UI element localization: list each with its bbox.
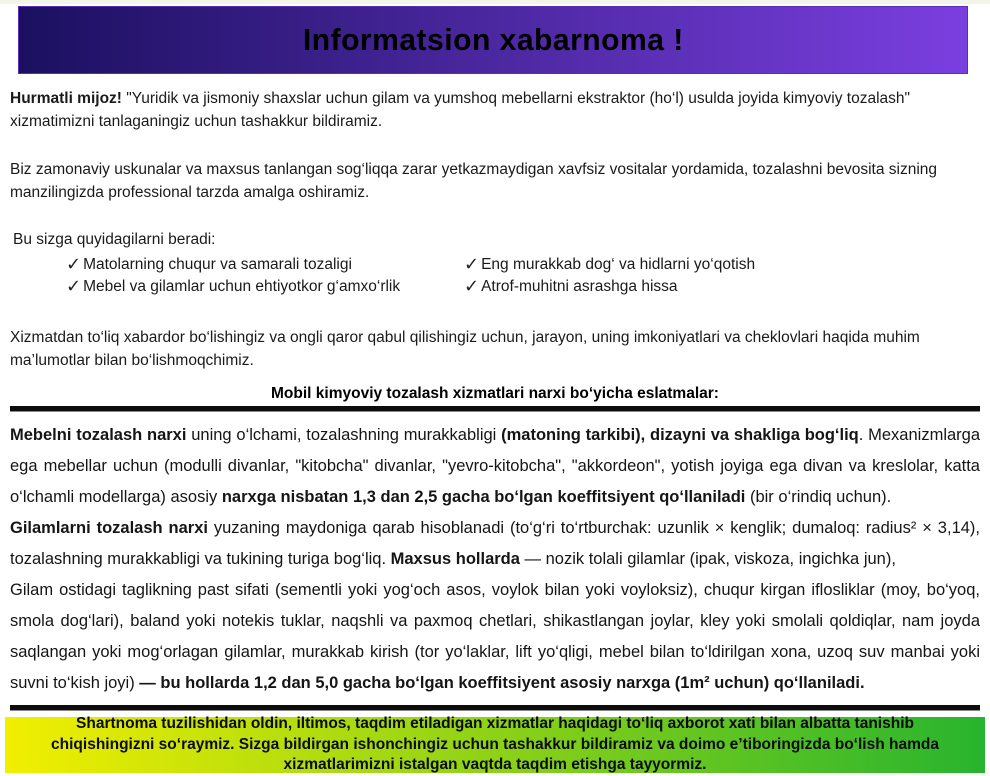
benefits-list	[66, 254, 980, 297]
benefit-label: Mebel va gilamlar uchun ehtiyotkor g‘amxo‘rlik	[83, 278, 401, 295]
check-icon: ✓	[464, 276, 480, 296]
disclosure-paragraph: Xizmatdan to‘liq xabardor bo‘lishingiz va ongli qaror qabul qilishingiz uchun, jarayon, uning imkoniyatlari va cheklovlari haqida muhim ma’lumotlar bilan bo‘lishmoqchimiz.	[10, 329, 920, 369]
equipment-paragraph: Biz zamonaviy uskunalar va maxsus tanlangan sog‘liqqa zarar yetkazmaydigan xavfsiz vositalar yordamida, tozalashni bevosita sizning manzilingizda professional tarzda amalga oshiramiz.	[10, 161, 938, 201]
check-icon: ✓	[66, 276, 82, 296]
divider-rule	[10, 406, 980, 411]
check-icon: ✓	[464, 254, 480, 274]
divider-rule	[10, 705, 980, 710]
check-icon: ✓	[66, 254, 82, 274]
benefits-title: Bu sizga quyidagilarni beradi:	[13, 231, 216, 248]
benefit-label: Eng murakkab dog‘ va hidlarni yo‘qotish	[481, 256, 756, 273]
footer-banner	[5, 717, 985, 773]
document-body	[0, 87, 990, 710]
carpet-pricing-paragraph: Gilamlarni tozalash narxi yuzaning maydoniga qarab hisoblanadi (to‘g‘ri to‘rtburchak: uzunlik × kenglik; dumaloq: radius² × 3,14), tozalashning murakkabligi va tukining turiga bog‘liq. Maxsus hollarda — nozik tolali gilamlar (ipak, viskoza, ingichka jun),	[10, 519, 980, 568]
list-item	[66, 254, 464, 275]
greeting-paragraph: Hurmatli mijoz! "Yuridik va jismoniy shaxslar uchun gilam va yumshoq mebellarni ekstraktor (ho‘l) usulda joyida kimyoviy tozalash" xizmatimizni tanlaganingiz uchun tashakkur bildiramiz.	[10, 90, 911, 130]
list-item	[66, 276, 464, 297]
pricing-section	[10, 420, 980, 699]
page-title: Informatsion xabarnoma !	[302, 22, 684, 57]
list-item	[464, 254, 980, 275]
list-item	[464, 276, 980, 297]
special-cases-paragraph: Gilam ostidagi taglikning past sifati (sementli yoki yog‘och asos, voylok bilan yoki voyloksiz), chuqur kirgan iflosliklar (moy, bo‘yoq, smola dog‘lari), baland yoki notekis tuklar, naqshli va paxmoq chetlari, shikastlangan joylar, kley yoki smolali qoldiqlar, nam joyda saqlangan yoki mog‘orlagan gilamlar, murakkab kirish (tor yo‘laklar, lift yo‘qligi, mebel bilan to‘ldirilgan xona, uzoq suv manbai yoki suvni to‘kish joyi) — bu hollarda 1,2 dan 5,0 gacha bo‘lgan koeffitsiyent asosiy narxga (1m² uchun) qo‘llaniladi.	[10, 581, 980, 692]
benefit-label: Matolarning chuqur va samarali tozaligi	[83, 256, 352, 273]
furniture-pricing-paragraph: Mebelni tozalash narxi uning o‘lchami, tozalashning murakkabligi (matoning tarkibi), dizayni va shakliga bog‘liq. Mexanizmlarga ega mebellar uchun (modulli divanlar, "kitobcha" divanlar, "yevro-kitobcha", "akkordeon", yotish joyiga ega divan va kreslolar, katta o‘lchamli modellarga) asosiy narxga nisbatan 1,3 dan 2,5 gacha bo‘lgan koeffitsiyent qo‘llaniladi (bir o‘rindiq uchun).	[10, 426, 981, 506]
section-title: Mobil kimyoviy tozalash xizmatlari narxi bo‘yicha eslatmalar:	[271, 385, 719, 402]
top-strip	[0, 0, 990, 4]
header-banner	[18, 6, 968, 74]
footer-notice-text: Shartnoma tuzilishidan oldin, iltimos, taqdim etiladigan xizmatlar haqidagi to‘liq axborot xati bilan albatta tanishib chiqishingizni so‘raymiz. Sizga bildirgan ishonchingiz uchun tashakkur bildiramiz va doimo e’tiboringizda bo‘lish hamda xizmatlarimizni istalgan vaqtda taqdim etishga tayyormiz.	[51, 715, 939, 774]
benefit-label: Atrof-muhitni asrashga hissa	[481, 278, 678, 295]
